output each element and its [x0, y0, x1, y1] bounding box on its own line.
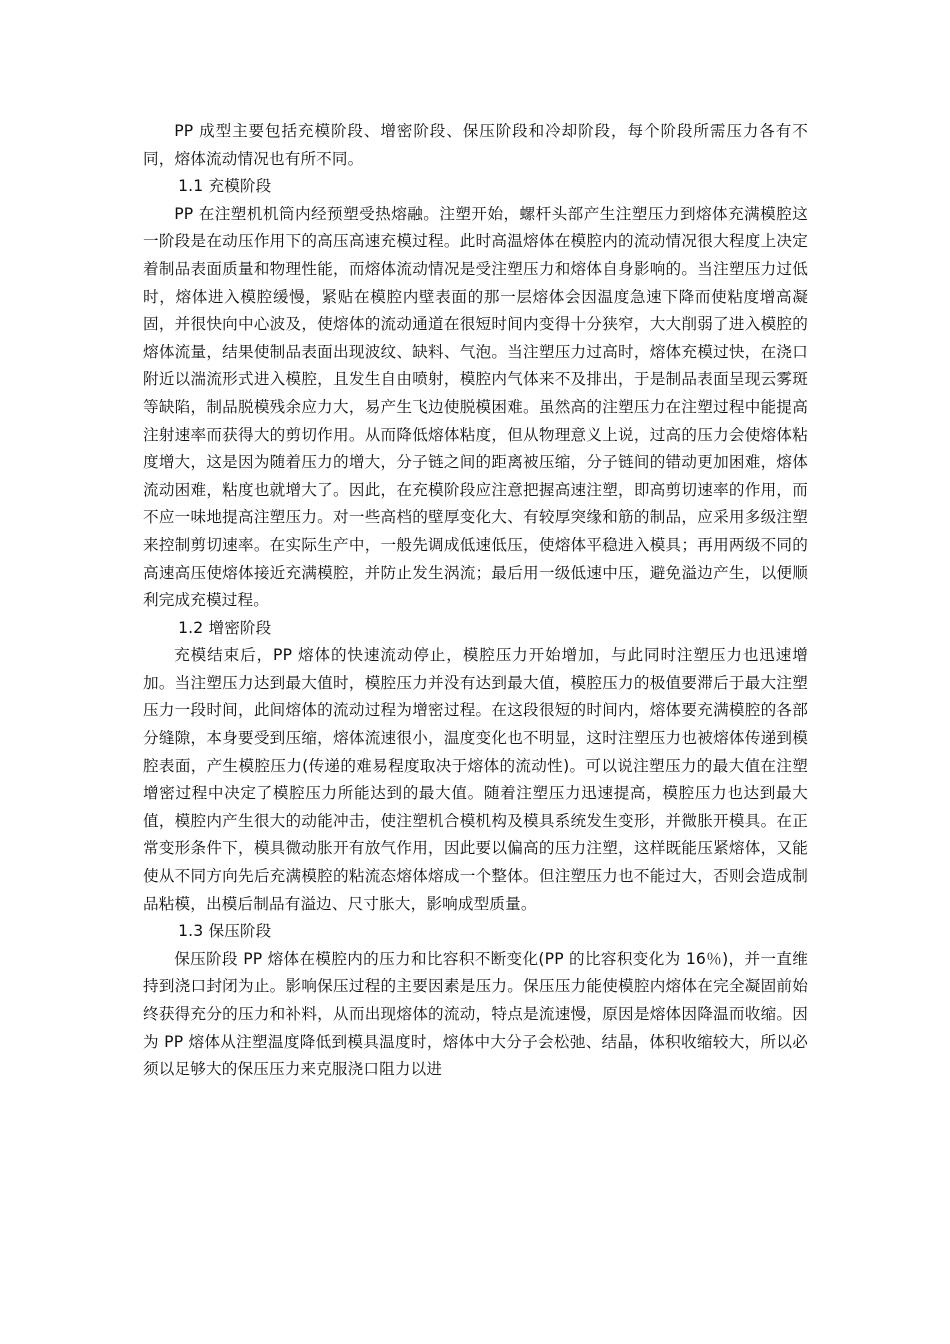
densification-stage-paragraph: 充模结束后，PP 熔体的快速流动停止，模腔压力开始增加，与此同时注塑压力也迅速增加。当注塑压力达到最大值时，模腔压力并没有达到最大值，模腔压力的极值要滞后于最大注塑压力一段时间，此间熔体的流动过程为增密过程。在这段很短的时间内，熔体要充满模腔的各部分缝隙，本身要受到压缩，熔体流速很小，温度变化也不明显，这时注塑压力也被熔体传递到模腔表面，产生模腔压力(传递的难易程度取决于熔体的流动性)。可以说注塑压力的最大值在注塑增密过程中决定了模腔压力所能达到的最大值。随着注塑压力迅速提高，模腔压力也达到最大值，模腔内产生很大的动能冲击，使注塑机合模机构及模具系统发生变形，并微胀开模具。在正常变形条件下，模具微动胀开有放气作用，因此要以偏高的压力注塑，这样既能压紧熔体，又能使从不同方向先后充满模腔的粘流态熔体熔成一个整体。但注塑压力也不能过大，否则会造成制品粘模，出模后制品有溢边、尺寸胀大，影响成型质量。 — [143, 646, 808, 913]
section-heading-1-3: 1.3 保压阶段 — [178, 922, 272, 941]
section-heading-1-1: 1.1 充模阶段 — [178, 177, 272, 196]
filling-stage-paragraph: PP 在注塑机机筒内经预塑受热熔融。注塑开始，螺杆头部产生注塑压力到熔体充满模腔这一阶段是在动压作用下的高压高速充模过程。此时高温熔体在模腔内的流动情况很大程度上决定着制品表面质量和物理性能，而熔体流动情况是受注塑压力和熔体自身影响的。当注塑压力过低时，熔体进入模腔缓慢，紧贴在模腔内壁表面的那一层熔体会因温度急速下降而使粘度增高凝固，并很快向中心波及，使熔体的流动通道在很短时间内变得十分狭窄，大大削弱了进入模腔的熔体流量，结果使制品表面出现波纹、缺料、气泡。当注塑压力过高时，熔体充模过快，在浇口附近以湍流形式进入模腔，且发生自由喷射，模腔内气体来不及排出，于是制品表面呈现云雾斑等缺陷，制品脱模残余应力大，易产生飞边使脱模困难。虽然高的注塑压力在注塑过程中能提高注射速率而获得大的剪切作用。从而降低熔体粘度，但从物理意义上说，过高的压力会使熔体粘度增大，这是因为随着压力的增大，分子链之间的距离被压缩，分子链间的错动更加困难，熔体流动困难，粘度也就增大了。因此，在充模阶段应注意把握高速注塑，即高剪切速率的作用，而不应一味地提高注塑压力。对一些高档的壁厚变化大、有较厚突缘和筋的制品，应采用多级注塑来控制剪切速率。在实际生产中，一般先调成低速低压，使熔体平稳进入模具；再用两级不同的高速高压使熔体接近充满模腔，并防止发生涡流；最后用一级低速中压，避免溢边产生，以便顺利完成充模过程。 — [143, 204, 808, 610]
holding-stage-paragraph: 保压阶段 PP 熔体在模腔内的压力和比容积不断变化(PP 的比容积变化为 16％)，并一直维持到浇口封闭为止。影响保压过程的主要因素是压力。保压压力能使模腔内熔体在完全凝固前始终获得充分的压力和补料，从而出现熔体的流动，特点是流速慢，原因是熔体因降温而收缩。因为 PP 熔体从注塑温度降低到模具温度时，熔体中大分子会松弛、结晶，体积收缩较大，所以必须以足够大的保压压力来克服浇口阻力以进 — [143, 949, 808, 1079]
document-page — [143, 118, 808, 1084]
section-heading-1-2: 1.2 增密阶段 — [178, 618, 272, 637]
intro-paragraph: PP 成型主要包括充模阶段、增密阶段、保压阶段和冷却阶段，每个阶段所需压力各有不同，熔体流动情况也有所不同。 — [143, 122, 808, 168]
